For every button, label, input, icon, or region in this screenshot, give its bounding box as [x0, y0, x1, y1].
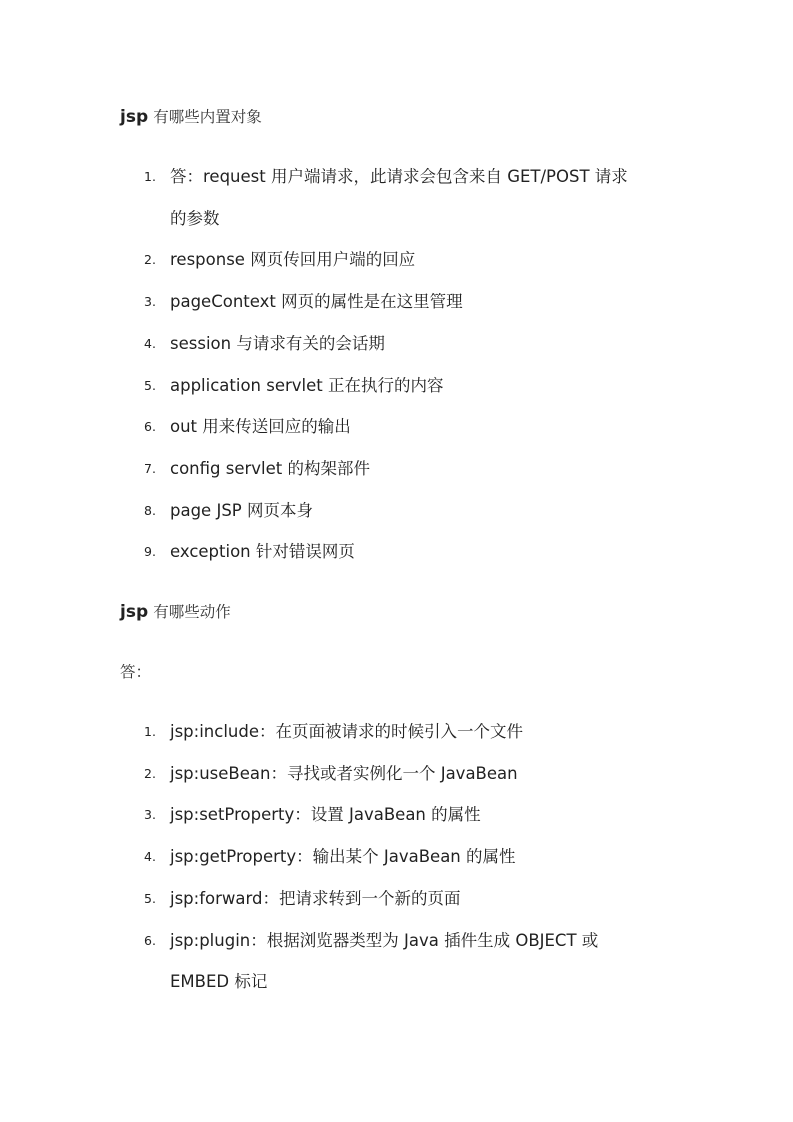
- builtin-objects-list: [120, 156, 680, 573]
- list-item: [120, 365, 680, 407]
- answer-intro: 答：: [120, 663, 152, 682]
- heading-keyword: jsp: [120, 602, 149, 623]
- list-number: 1.: [144, 169, 156, 184]
- list-number: 2.: [144, 765, 156, 781]
- list-item-text: exception 针对错误网页: [170, 542, 355, 562]
- list-number: 4.: [144, 849, 156, 865]
- list-item-text: jsp:setProperty：设置 JavaBean 的属性: [170, 805, 481, 825]
- list-item-text: jsp:plugin：根据浏览器类型为 Java 插件生成 OBJECT 或: [170, 930, 599, 950]
- list-item-text: session 与请求有关的会话期: [170, 333, 385, 353]
- list-item-text: jsp:useBean：寻找或者实例化一个 JavaBean: [170, 763, 518, 783]
- list-item: [120, 281, 680, 323]
- list-item: [120, 794, 680, 836]
- list-item: [120, 448, 680, 490]
- list-item-text: config servlet 的构架部件: [170, 458, 370, 478]
- document-page: [120, 96, 680, 1003]
- list-item: [120, 711, 680, 753]
- list-item: [120, 406, 680, 448]
- list-number: 6.: [144, 932, 156, 948]
- list-item-text: jsp:getProperty：输出某个 JavaBean 的属性: [170, 847, 516, 867]
- list-item-text: response 网页传回用户端的回应: [170, 250, 416, 270]
- list-item: [120, 753, 680, 795]
- list-item: [120, 920, 680, 1003]
- list-item-text: pageContext 网页的属性是在这里管理: [170, 292, 463, 312]
- list-number: 6.: [144, 419, 156, 435]
- list-number: 4.: [144, 335, 156, 351]
- list-item: [120, 323, 680, 365]
- actions-list: [120, 711, 680, 1003]
- list-number: 5.: [144, 377, 156, 393]
- list-item: [120, 878, 680, 920]
- list-number: 7.: [144, 460, 156, 476]
- list-number: 8.: [144, 502, 156, 518]
- list-item: [120, 156, 680, 239]
- list-item: [120, 490, 680, 532]
- list-item: [120, 531, 680, 573]
- list-item-text: application servlet 正在执行的内容: [170, 375, 444, 395]
- list-number: 3.: [144, 294, 156, 310]
- list-number: 5.: [144, 890, 156, 906]
- list-item-continuation: EMBED 标记: [170, 972, 268, 992]
- list-item-text: jsp:forward：把请求转到一个新的页面: [170, 888, 461, 908]
- list-number: 1.: [144, 724, 156, 740]
- list-number: 9.: [144, 544, 156, 560]
- list-item: [120, 239, 680, 281]
- heading-text: 有哪些动作: [153, 603, 231, 622]
- list-item-text: out 用来传送回应的输出: [170, 417, 351, 437]
- list-item-text: 答：request 用户端请求，此请求会包含来自 GET/POST 请求: [170, 167, 628, 186]
- list-item: [120, 836, 680, 878]
- list-number: 3.: [144, 807, 156, 823]
- list-item-text: jsp:include：在页面被请求的时候引入一个文件: [170, 722, 523, 742]
- section-heading-actions: [120, 591, 680, 633]
- list-number: 2.: [144, 252, 156, 268]
- heading-text: 有哪些内置对象: [153, 108, 262, 126]
- list-item-continuation: 的参数: [170, 208, 220, 228]
- section-heading-builtin-objects: [120, 96, 680, 138]
- heading-keyword: jsp: [120, 107, 149, 127]
- list-item-text: page JSP 网页本身: [170, 500, 313, 520]
